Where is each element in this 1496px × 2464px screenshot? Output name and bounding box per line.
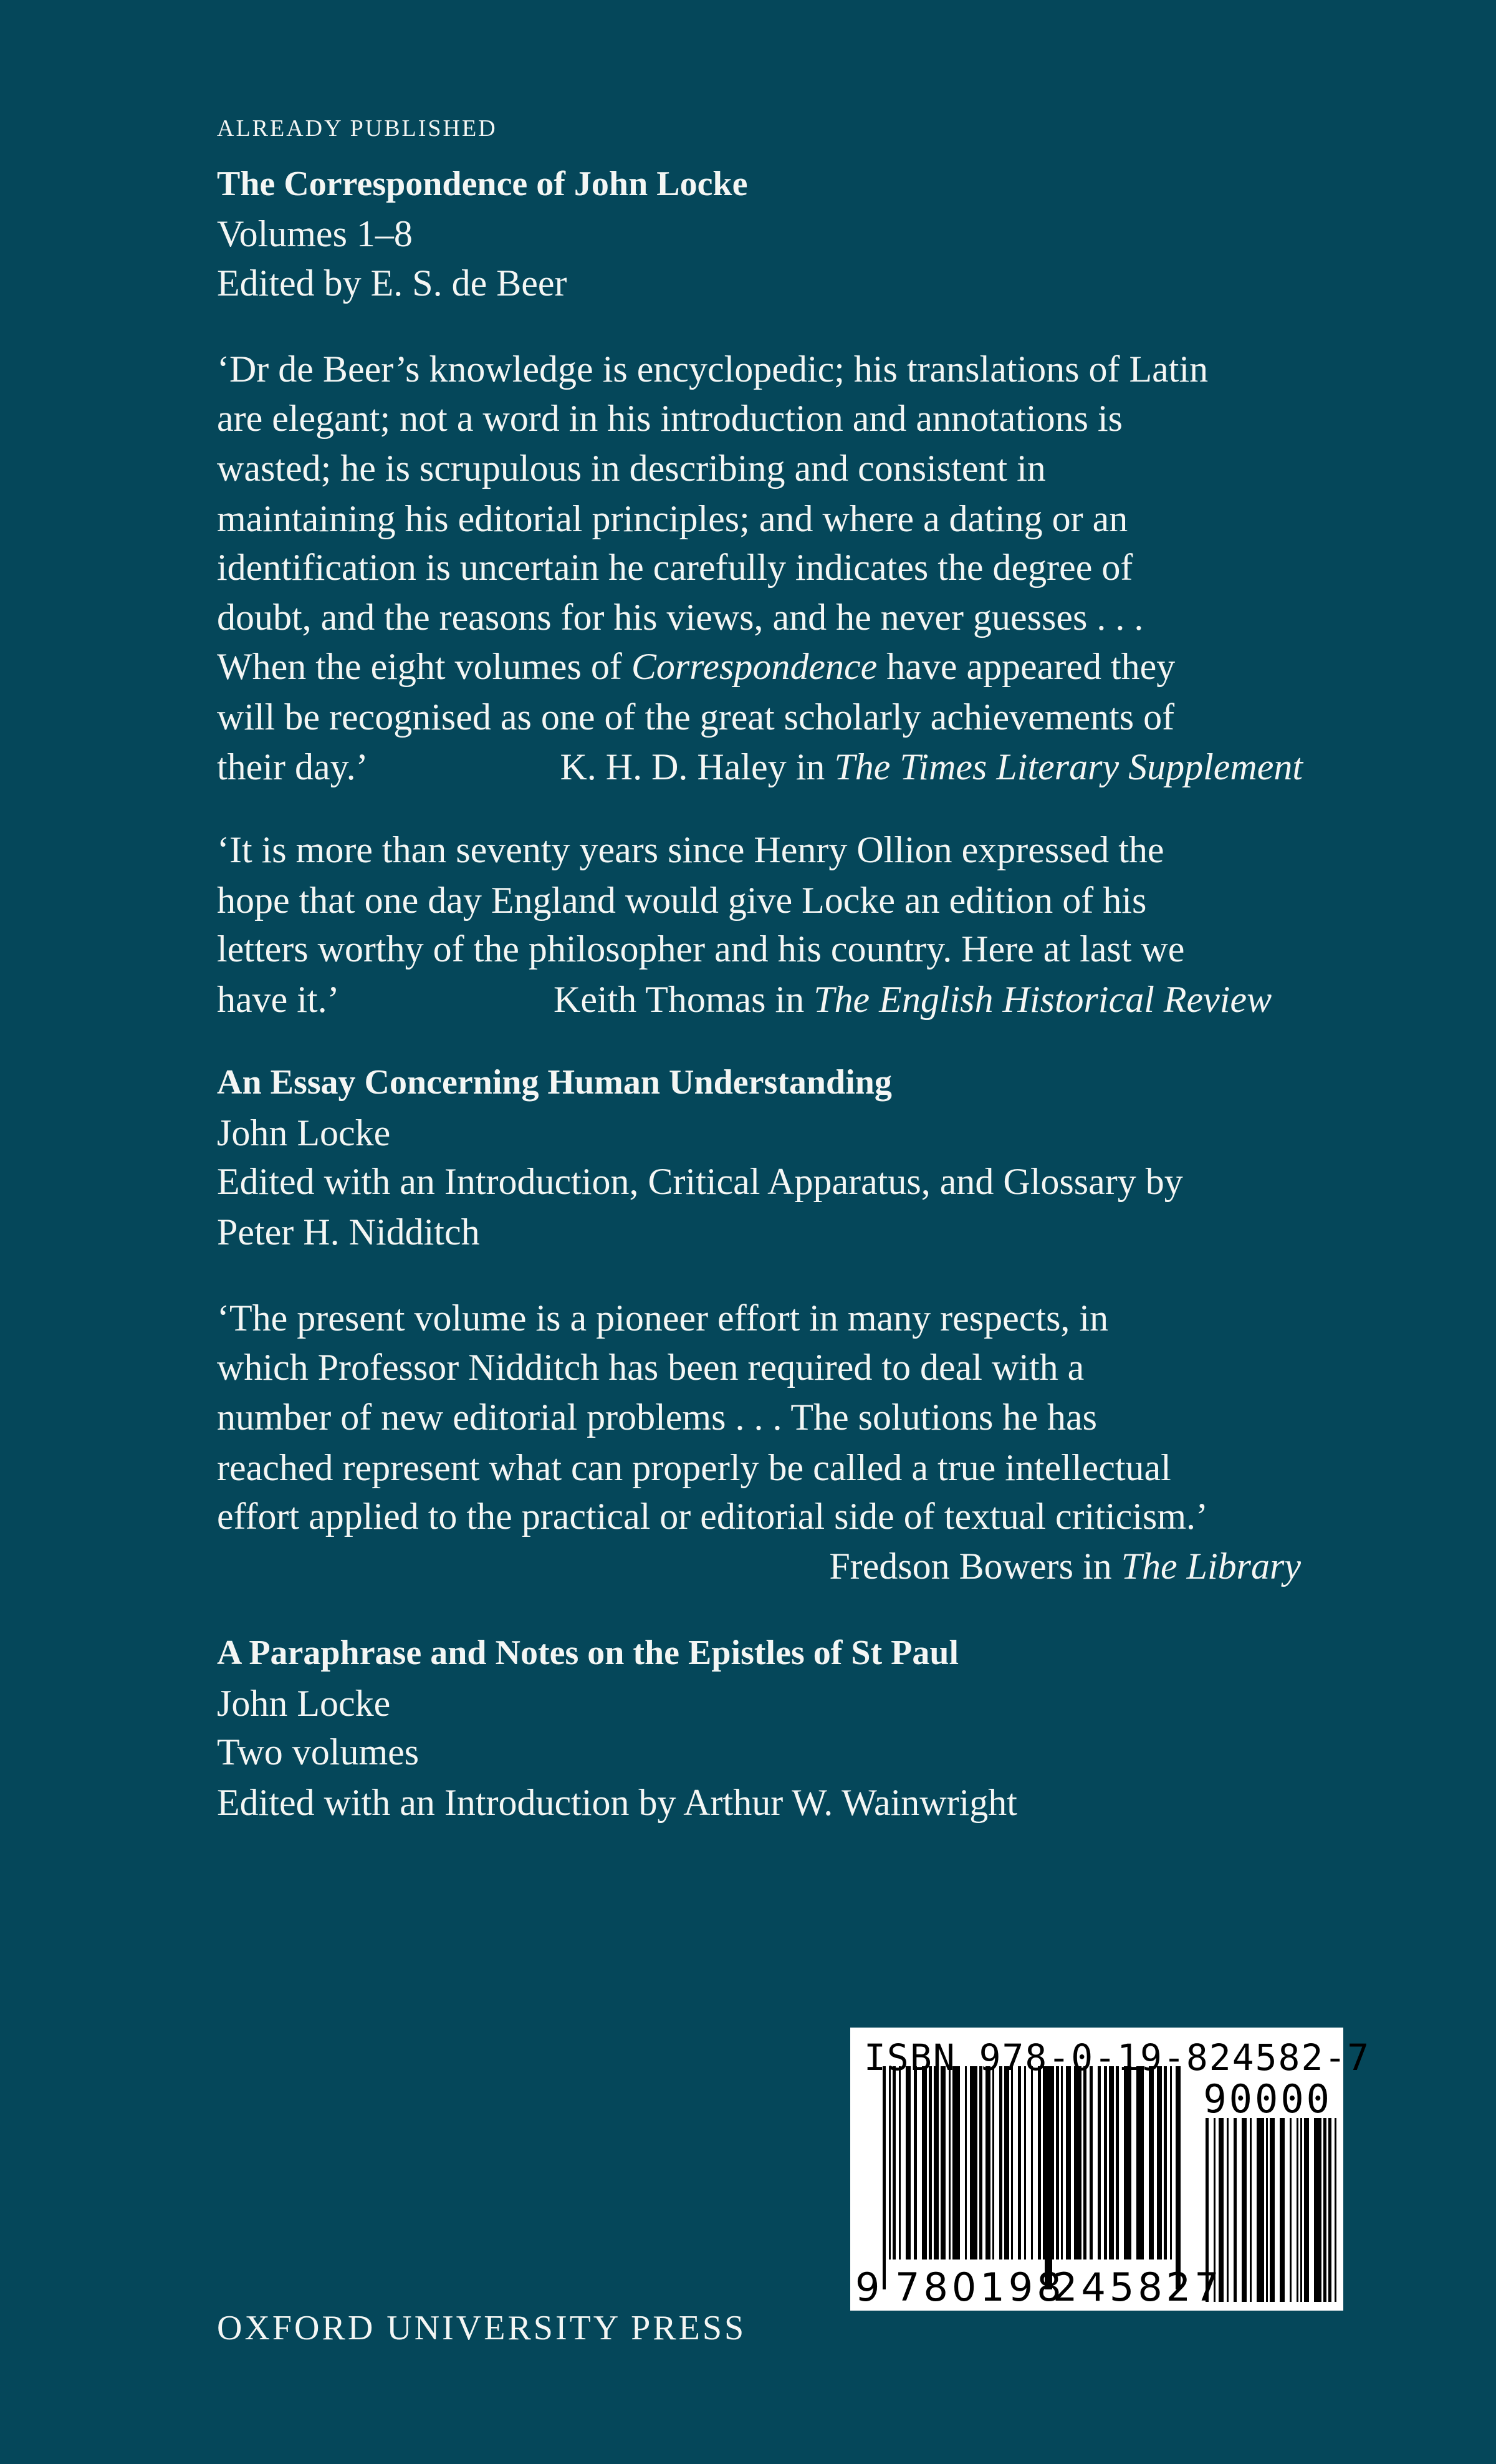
barcode-bar <box>1136 2066 1144 2259</box>
barcode-guard-bar <box>1045 2066 1052 2289</box>
source: The English Historical Review <box>813 979 1272 1020</box>
barcode-bar <box>1011 2066 1013 2259</box>
barcode-bar <box>1083 2066 1086 2259</box>
quote-end: have it.’ <box>217 979 340 1020</box>
isbn-barcode <box>850 2028 1371 2311</box>
barcode-bar <box>1149 2066 1154 2259</box>
barcode-bar <box>1004 2066 1009 2259</box>
addon-bar <box>1280 2118 1285 2302</box>
isbn-label: ISBN 978-0-19-824582-7 <box>864 2036 1371 2079</box>
barcode-bar <box>1098 2066 1101 2259</box>
barcode-bar <box>922 2066 927 2259</box>
book3-volumes: Two volumes <box>217 1731 420 1773</box>
book2-title: An Essay Concerning Human Understanding <box>217 1063 892 1102</box>
addon-bar <box>1227 2118 1229 2302</box>
source: The Library <box>1121 1546 1301 1587</box>
attribution <box>554 975 1272 1024</box>
barcode-bar <box>1104 2066 1107 2259</box>
barcode-bar <box>1018 2066 1021 2259</box>
quote1-line: doubt, and the reasons for his views, and he never guesses . . . <box>217 597 1144 638</box>
ean-first-digit: 9 <box>855 2264 880 2310</box>
addon-number: 90000 <box>1203 2076 1332 2122</box>
reviewer: K. H. D. Haley in <box>560 746 835 787</box>
addon-bar <box>1297 2118 1298 2302</box>
book1-editor: Edited by E. S. de Beer <box>217 262 567 304</box>
quote1-line: ‘Dr de Beer’s knowledge is encyclopedic; his translations of Latin <box>217 349 1209 390</box>
quote3-line: number of new editorial problems . . . The solutions he has <box>217 1397 1097 1438</box>
book2-editor: Edited with an Introduction, Critical Apparatus, and Glossary by <box>217 1161 1183 1202</box>
barcode-bar <box>985 2066 990 2259</box>
barcode-bar <box>914 2066 917 2259</box>
quote3-line: reached represent what can properly be called a true intellectual <box>217 1447 1171 1488</box>
book1-title: The Correspondence of John Locke <box>217 165 748 203</box>
barcode-bar <box>889 2066 891 2259</box>
quote2-line: hope that one day England would give Locke an edition of his <box>217 880 1147 921</box>
addon-bar <box>1314 2118 1321 2302</box>
barcode-guard-bar <box>1176 2066 1181 2289</box>
addon-bar <box>1290 2118 1292 2302</box>
italic-title: Correspondence <box>631 646 878 687</box>
quote3-attribution <box>829 1541 1301 1591</box>
barcode-bar <box>979 2066 982 2259</box>
barcode-bar <box>1056 2066 1059 2259</box>
barcode-bar <box>941 2066 946 2259</box>
addon-bar <box>1242 2118 1247 2302</box>
barcode-bar <box>999 2066 1002 2259</box>
barcode-guard-bar <box>883 2066 886 2289</box>
quote2-line: letters worthy of the philosopher and his country. Here at last we <box>217 928 1185 970</box>
quote1-last-line <box>217 742 1303 792</box>
quote3-line: ‘The present volume is a pioneer effort in many respects, in <box>217 1297 1109 1339</box>
publisher-name: OXFORD UNIVERSITY PRESS <box>217 2309 747 2347</box>
barcode-bar <box>1066 2066 1071 2259</box>
quote3-line: effort applied to the practical or editorial side of textual criticism.’ <box>217 1496 1208 1537</box>
source: The Times Literary Supplement <box>834 746 1303 787</box>
barcode-bar <box>1074 2066 1081 2259</box>
barcode-bar <box>949 2066 951 2259</box>
addon-bar <box>1270 2118 1275 2302</box>
addon-bar <box>1266 2118 1268 2302</box>
quote3-line: which Professor Nidditch has been required to deal with a <box>217 1347 1085 1388</box>
addon-bar <box>1250 2118 1252 2302</box>
reviewer: Fredson Bowers in <box>829 1546 1121 1587</box>
addon-bar <box>1304 2118 1309 2302</box>
barcode-bar <box>992 2066 994 2259</box>
book3-title: A Paraphrase and Notes on the Epistles of St Paul <box>217 1634 959 1672</box>
quote1-line <box>217 642 1175 691</box>
addon-bar <box>1257 2118 1264 2302</box>
book2-editor-name: Peter H. Nidditch <box>217 1211 480 1253</box>
barcode-bar <box>1116 2066 1119 2259</box>
ean-right-digits: 245827 <box>1053 2264 1223 2310</box>
barcode-bar <box>934 2066 939 2259</box>
attribution <box>560 742 1303 792</box>
barcode-bar <box>929 2066 932 2259</box>
reviewer: Keith Thomas in <box>554 979 814 1020</box>
quote1-line: identification is uncertain he carefully indicates the degree of <box>217 547 1133 588</box>
barcode-bar <box>899 2066 901 2259</box>
quote1-line: wasted; he is scrupulous in describing and consistent in <box>217 448 1046 489</box>
barcode-bar <box>1052 2066 1054 2259</box>
addon-bar <box>1323 2118 1326 2302</box>
quote1-line: will be recognised as one of the great scholarly achievements of <box>217 696 1175 738</box>
addon-bar <box>1328 2118 1331 2302</box>
text: When the eight volumes of <box>217 646 631 687</box>
addon-bar <box>1300 2118 1302 2302</box>
barcode-bar <box>1090 2066 1093 2259</box>
header-already-published: ALREADY PUBLISHED <box>217 115 497 142</box>
barcode-bar <box>1061 2066 1063 2259</box>
book3-author: John Locke <box>217 1683 391 1724</box>
barcode-bar <box>970 2066 977 2259</box>
book3-editor: Edited with an Introduction by Arthur W. Wainwright <box>217 1782 1017 1823</box>
barcode-bar <box>1170 2066 1172 2259</box>
book2-author: John Locke <box>217 1112 391 1153</box>
barcode-bar <box>965 2066 967 2259</box>
addon-bar <box>1335 2118 1336 2302</box>
barcode-bar <box>1109 2066 1114 2259</box>
barcode-bar <box>1031 2066 1033 2259</box>
barcode-bar <box>1164 2066 1167 2259</box>
quote2-last-line <box>217 975 1303 1024</box>
quote2-line: ‘It is more than seventy years since Henry Ollion expressed the <box>217 829 1164 870</box>
quote1-line: are elegant; not a word in his introduction and annotations is <box>217 398 1123 439</box>
barcode-bar <box>893 2066 896 2259</box>
ean-left-digits: 780198 <box>895 2264 1065 2310</box>
barcode-bar <box>952 2066 960 2259</box>
barcode-bar <box>1024 2066 1026 2259</box>
barcode-bar <box>1124 2066 1131 2259</box>
barcode-bar <box>1157 2066 1162 2259</box>
barcode-bar <box>906 2066 911 2259</box>
quote-end: their day.’ <box>217 746 368 787</box>
book1-volumes: Volumes 1–8 <box>217 213 413 254</box>
text: have appeared they <box>877 646 1176 687</box>
quote1-line: maintaining his editorial principles; and where a dating or an <box>217 498 1128 539</box>
addon-bar <box>1234 2118 1237 2302</box>
barcode-bar <box>1038 2066 1041 2259</box>
